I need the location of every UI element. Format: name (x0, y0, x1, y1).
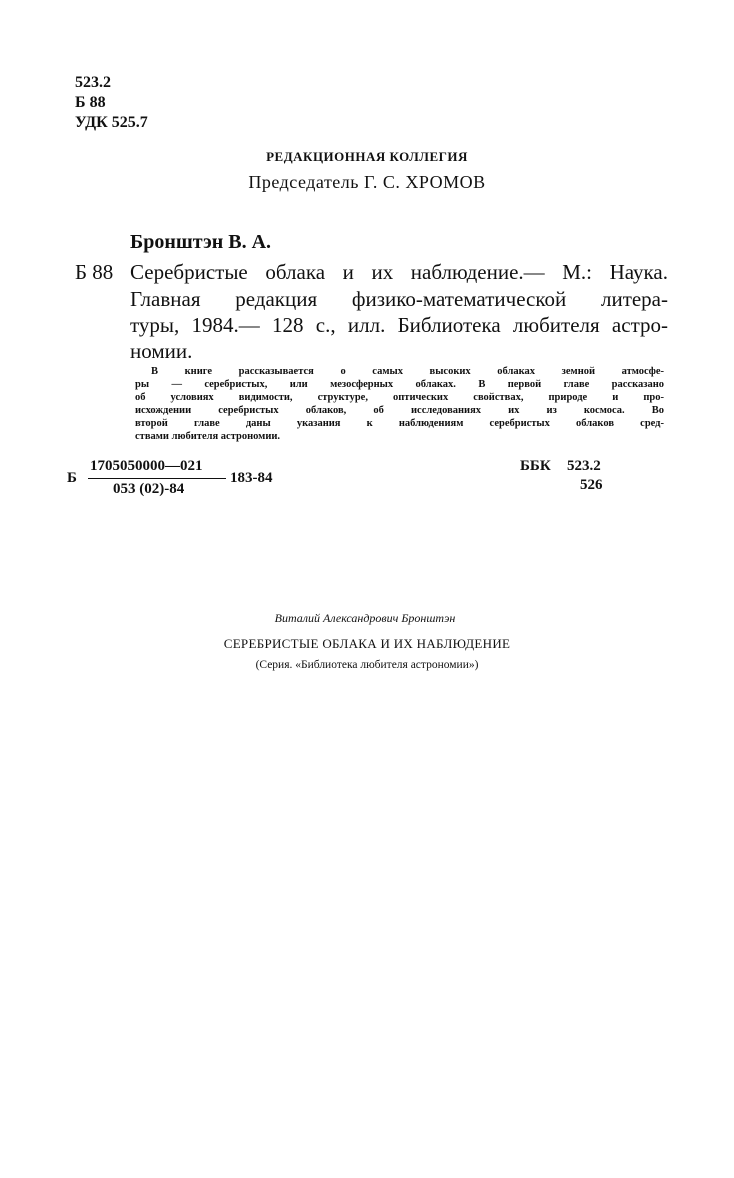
fraction-line (88, 478, 226, 479)
board-title: РЕДАКЦИОННАЯ КОЛЛЕГИЯ (266, 149, 468, 164)
entry-author: Бронштэн В. А. (130, 231, 272, 253)
bbk-value-1: 523.2 (567, 458, 601, 474)
entry-line: номии. (130, 339, 193, 363)
board-chairman: Председатель Г. С. ХРОМОВ (248, 172, 486, 192)
abstract-line: В книге рассказывается о самых высоких облаках земной атмосфе- (151, 366, 664, 377)
entry-line: Серебристые облака и их наблюдение.— М.: Наука. (130, 260, 668, 284)
abstract-line: ствами любителя астрономии. (135, 431, 281, 442)
entry-line: Главная редакция физико-математической литера- (130, 287, 668, 311)
author-mark: Б 88 (75, 94, 106, 111)
bbk-value-2: 526 (580, 477, 603, 493)
abstract-line: ры — серебристых, или мезосферных облаках. В первой главе рассказано (135, 379, 664, 390)
abstract-line: исхождении серебристых облаков, об исследованиях их из космоса. Во (135, 405, 664, 416)
abstract-line: об условиях видимости, структуре, оптических свойствах, природе и про- (135, 392, 664, 403)
bbk-label: ББК (520, 458, 551, 474)
colophon-author: Виталий Александрович Бронштэн (274, 611, 456, 625)
bbk-code: 523.2 (75, 74, 111, 91)
udk-code: УДК 525.7 (75, 114, 148, 131)
index-letter: Б (67, 470, 77, 486)
index-suffix: 183-84 (230, 470, 273, 486)
entry-mark: Б 88 (75, 260, 114, 284)
index-numerator: 1705050000—021 (90, 458, 203, 474)
index-denominator: 053 (02)-84 (113, 481, 185, 497)
colophon-title: СЕРЕБРИСТЫЕ ОБЛАКА И ИХ НАБЛЮДЕНИЕ (223, 636, 511, 651)
colophon-series: (Серия. «Библиотека любителя астрономии») (255, 659, 479, 671)
entry-line: туры, 1984.— 128 с., илл. Библиотека любителя астро- (130, 313, 668, 337)
abstract-line: второй главе даны указания к наблюдениям серебристых облаков сред- (135, 418, 664, 429)
